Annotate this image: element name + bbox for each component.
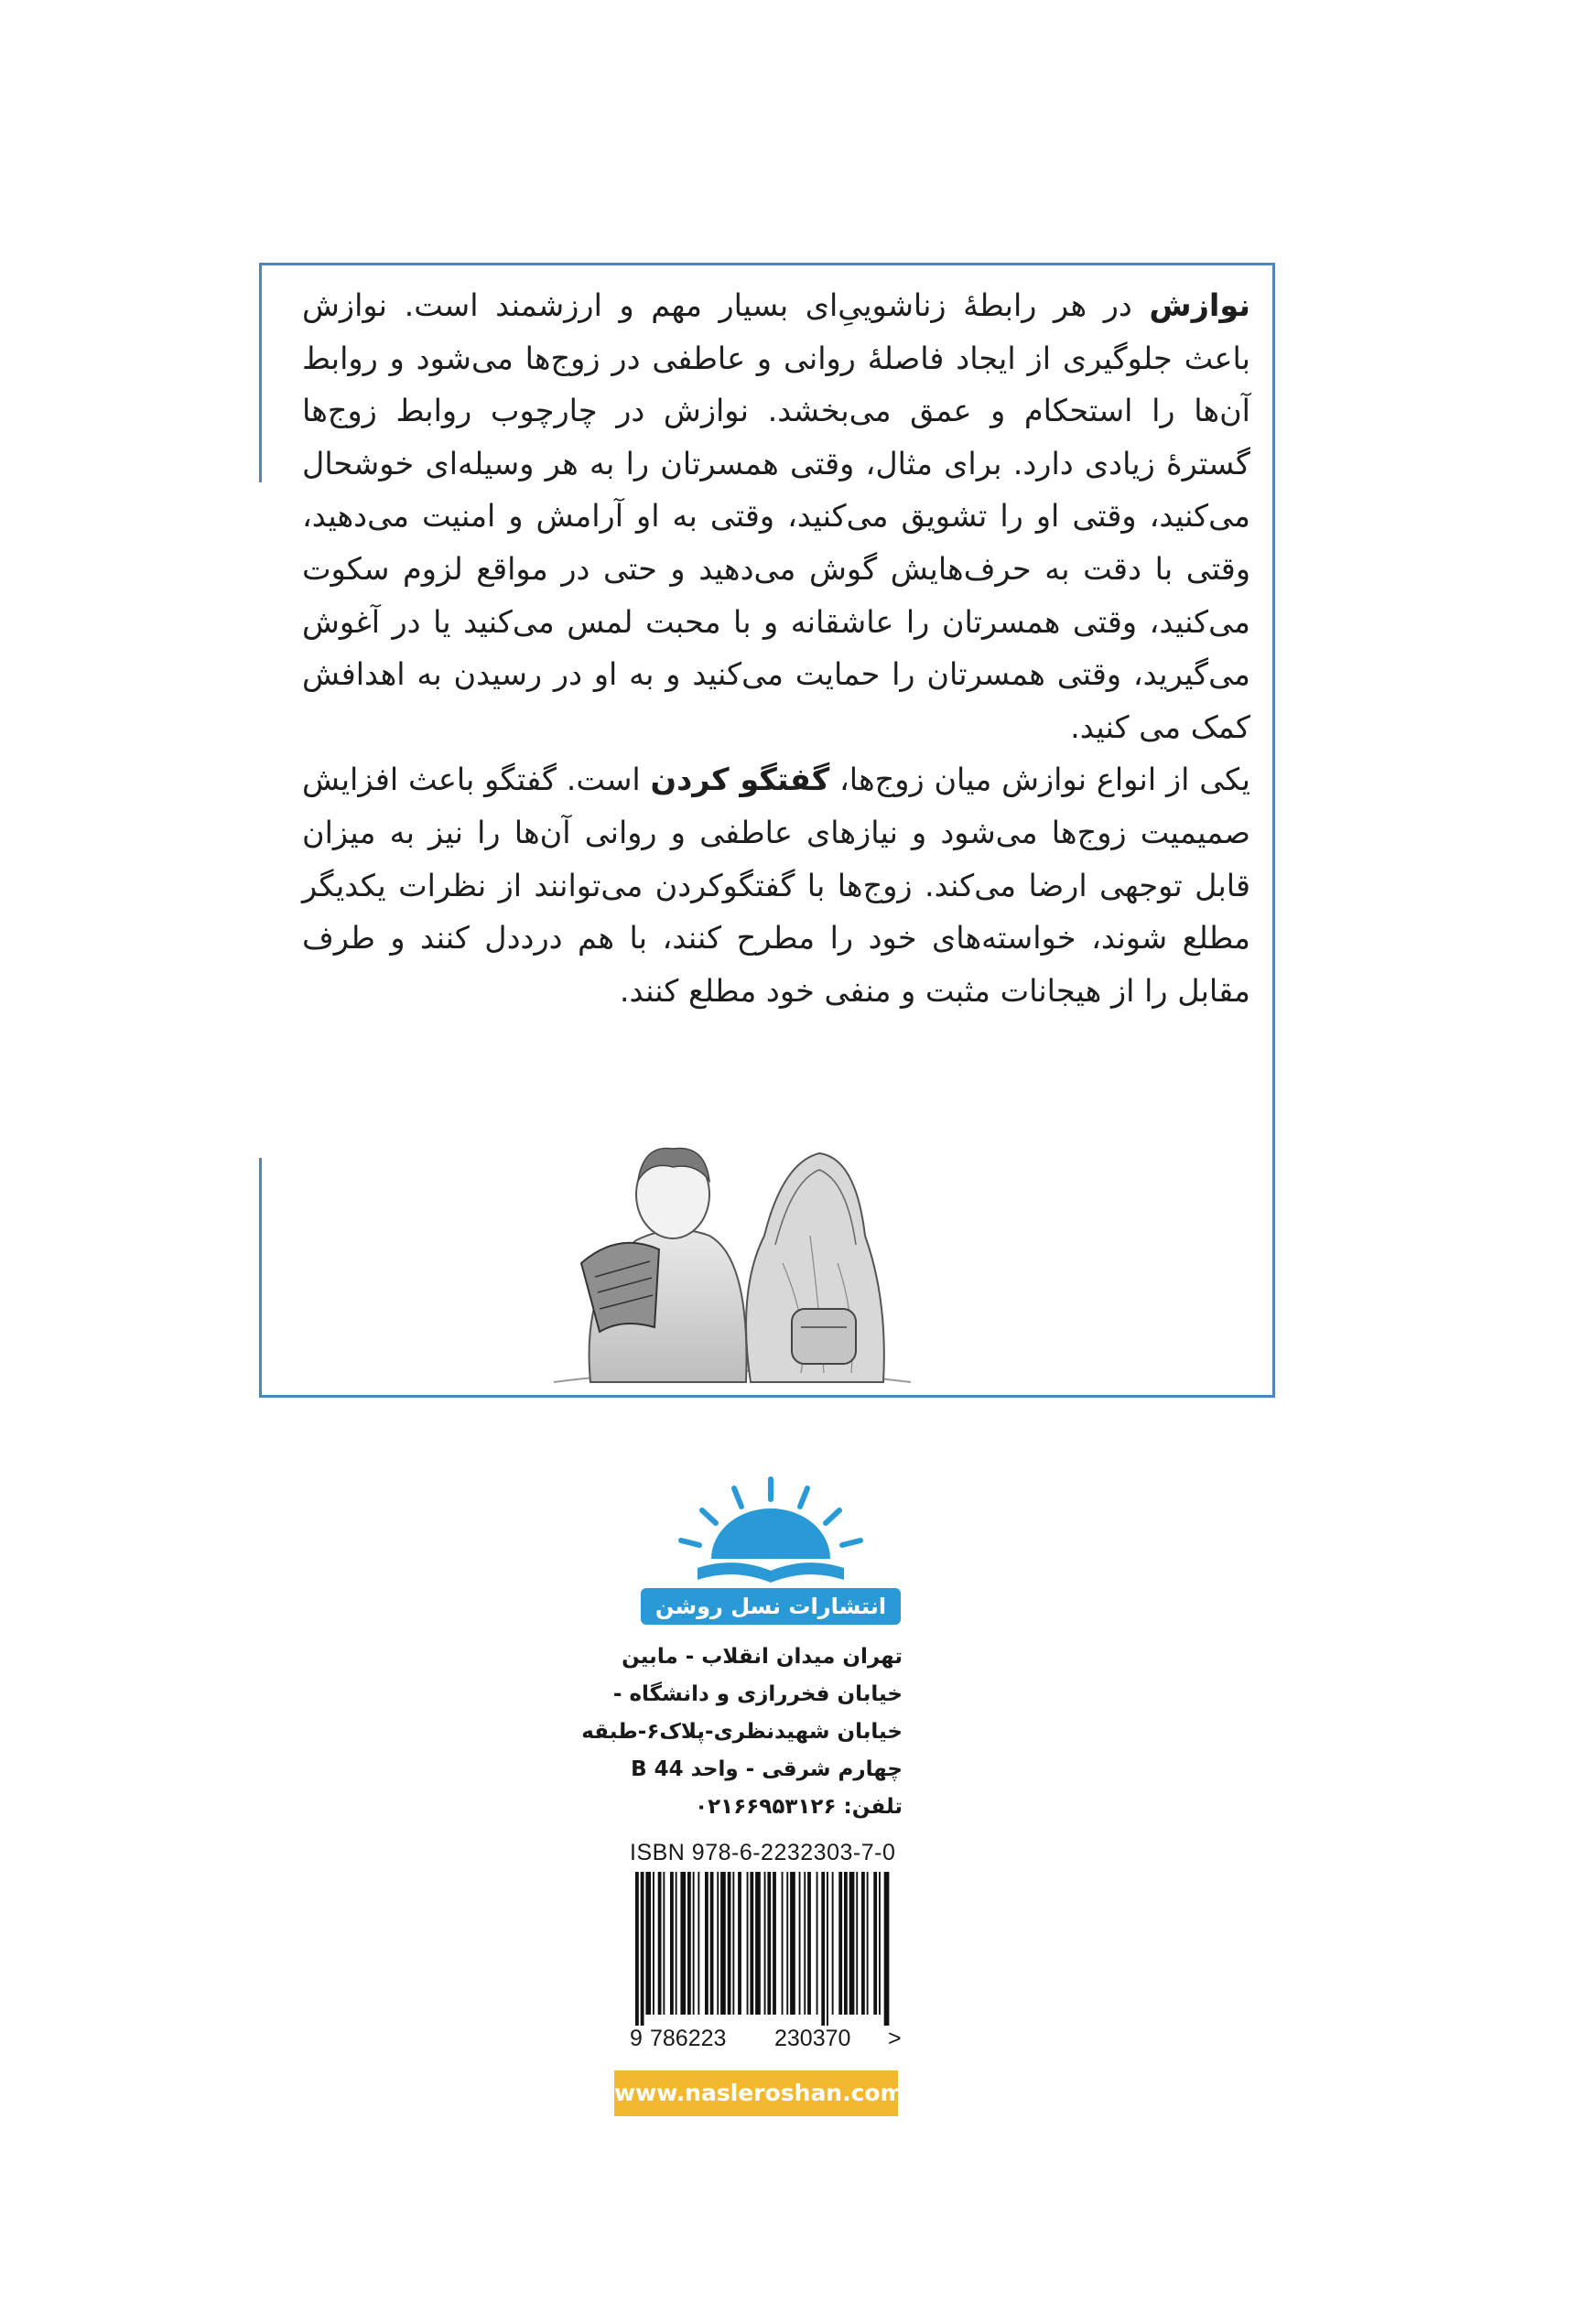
address-line: خیابان فخررازی و دانشگاه - xyxy=(612,1682,903,1706)
barcode-bar xyxy=(710,1872,714,2015)
barcode-bar xyxy=(827,1872,828,2026)
paragraph-2-start: یکی از انواع نوازش میان زوج‌ها، xyxy=(829,762,1250,798)
address-line: چهارم شرقی - واحد 44 B xyxy=(631,1757,903,1781)
paragraph-2-end: است. گفتگو باعث افزایش صمیمیت زوج‌ها می‌شود و نیازهای عاطفی و روانی آن‌ها را نیز به میزان قابل توجهی ارضا می‌کند. زوج‌ها با گفتگوکردن می‌توانند از نظرات یکدیگر مطلع شوند، خواسته‌های خود را مطرح کنند، با هم درددل کنند و طرف مقابل را از هیجانات مثبت و منفی خود مطلع کنند. xyxy=(302,762,1250,1009)
barcode-bar xyxy=(698,1872,699,2015)
barcode-bar xyxy=(873,1872,877,2015)
barcode-bar xyxy=(879,1872,881,2015)
barcode-bar xyxy=(804,1872,806,2015)
barcode-bar xyxy=(750,1872,753,2015)
paragraph-1 xyxy=(302,279,1250,753)
barcode-bar xyxy=(832,1872,834,2015)
barcode-bar xyxy=(755,1872,761,2015)
barcode-bar xyxy=(764,1872,766,2015)
paragraph-1-lead: نوازش xyxy=(1149,287,1250,323)
barcode-bar xyxy=(641,1872,644,2026)
paragraph-2-bold: گفتگو کردن xyxy=(650,762,830,798)
barcode-bar xyxy=(799,1872,801,2015)
couple-sketch-illustration xyxy=(535,1053,920,1391)
publisher-website: www.nasleroshan.com xyxy=(614,2070,898,2116)
paragraph-1-body: در هر رابطهٔ زناشوییِ‌ای بسیار مهم و ارزشمند است. نوازش باعث جلوگیری از ایجاد فاصلهٔ روانی و عاطفی در زوج‌ها می‌شود و روابط آن‌ها را استحکام و عمق می‌بخشد. نوازش در چارچوب روابط زوج‌ها گسترهٔ زیادی دارد. برای مثال، وقتی همسرتان را به هر وسیله‌ای خوشحال می‌کنید، وقتی او را تشویق می‌کنید، وقتی به او آرامش و امنیت می‌دهید، وقتی با دقت به حرف‌هایش گوش می‌دهید و حتی در مواقع لزوم سکوت می‌کنید، وقتی همسرتان را عاشقانه و با محبت لمس می‌کنید یا در آغوش می‌گیرید، وقتی همسرتان را حمایت می‌کنید و به او در رسیدن به اهدافش کمک می کنید. xyxy=(302,287,1250,745)
barcode-bar xyxy=(856,1872,858,2015)
phone-line: تلفن: ۰۲۱۶۶۹۵۳۱۲۶ xyxy=(695,1795,903,1819)
barcode-bar xyxy=(738,1872,741,2015)
barcode-bar xyxy=(790,1872,795,2015)
frame-left-border-upper xyxy=(259,263,262,482)
barcode-bar xyxy=(663,1872,665,2015)
barcode-bar xyxy=(717,1872,719,2015)
barcode-bar xyxy=(838,1872,842,2015)
barcode-bar xyxy=(817,1872,818,2015)
barcode-bar xyxy=(849,1872,855,2015)
barcode-bar xyxy=(687,1872,691,2015)
barcode-bar xyxy=(773,1872,776,2015)
barcode-bar xyxy=(786,1872,788,2015)
barcode-bar xyxy=(635,1872,639,2026)
barcode-bar xyxy=(767,1872,771,2015)
frame-right-border xyxy=(1272,263,1275,1398)
publisher-address xyxy=(581,1638,903,1826)
address-line: تهران میدان انقلاب - مابین xyxy=(622,1645,903,1669)
back-cover-text xyxy=(302,279,1250,1017)
barcode-bar xyxy=(676,1872,677,2015)
barcode-bar xyxy=(867,1872,869,2015)
isbn-label: ISBN 978-6-2232303-7-0 xyxy=(630,1840,896,1865)
barcode-bar xyxy=(658,1872,662,2015)
barcode-bar xyxy=(732,1872,734,2015)
paragraph-2 xyxy=(302,753,1250,1017)
frame-bottom-border xyxy=(259,1395,1275,1398)
barcode-bar xyxy=(693,1872,695,2015)
barcode-bar xyxy=(807,1872,811,2015)
barcode-digit-trail: > xyxy=(888,2026,902,2051)
address-line: خیابان شهیدنظری-پلاک۶-طبقه xyxy=(581,1720,903,1744)
barcode-bar xyxy=(720,1872,726,2015)
barcode-bar xyxy=(680,1872,686,2015)
barcode-bar xyxy=(670,1872,674,2015)
barcode-bar xyxy=(782,1872,784,2015)
publisher-name-badge: انتشارات نسل روشن xyxy=(641,1588,901,1625)
barcode-bar xyxy=(653,1872,654,2015)
isbn-barcode xyxy=(630,1872,895,2026)
frame-left-border-lower xyxy=(259,1158,262,1398)
barcode-bar xyxy=(861,1872,865,2015)
barcode-bar xyxy=(844,1872,848,2015)
barcode-digit-lead: 9 xyxy=(630,2026,643,2051)
barcode-bar xyxy=(705,1872,708,2015)
barcode-digit-group-2: 230370 xyxy=(774,2026,851,2051)
barcode-bar xyxy=(821,1872,825,2026)
barcode-bar xyxy=(645,1872,651,2015)
frame-top-border xyxy=(259,263,1275,265)
barcode-bar xyxy=(884,1872,890,2026)
barcode-bar xyxy=(728,1872,731,2015)
barcode-bar xyxy=(747,1872,749,2015)
barcode-digit-group-1: 786223 xyxy=(650,2026,727,2051)
